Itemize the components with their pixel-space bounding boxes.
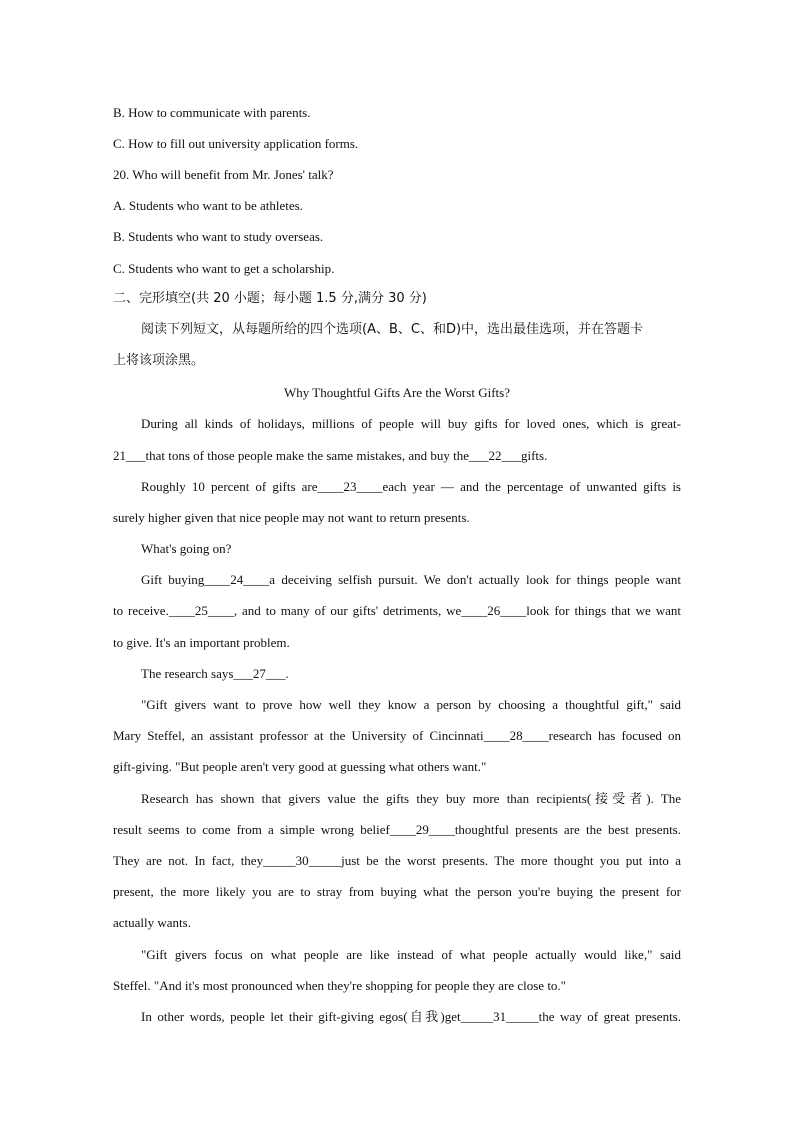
passage-line: They are not. In fact, they_____30_____just be the worst presents. The more thought you put into a	[113, 853, 681, 868]
passage-line: result seems to come from a simple wrong belief____29____thoughtful presents are the best presents.	[113, 822, 681, 837]
passage-line: Research has shown that givers value the gifts they buy more than recipients(接受者). The	[141, 791, 681, 806]
instruction-line-1: 阅读下列短文，从每题所给的四个选项(A、B、C、和D)中，选出最佳选项，并在答题卡	[141, 322, 644, 337]
passage-line: "Gift givers focus on what people are like instead of what people actually would like," said	[141, 947, 681, 962]
passage-line: actually wants.	[113, 915, 191, 930]
passage-line: Roughly 10 percent of gifts are____23____each year — and the percentage of unwanted gifts is	[141, 479, 681, 494]
passage-line: Steffel. "And it's most pronounced when they're shopping for people they are close to."	[113, 978, 566, 993]
question-20: 20. Who will benefit from Mr. Jones' talk?	[113, 167, 334, 182]
passage-line: "Gift givers want to prove how well they know a person by choosing a thoughtful gift," said	[141, 697, 681, 712]
instruction-line-2: 上将该项涂黑。	[113, 353, 205, 368]
option-19c: C. How to fill out university application forms.	[113, 136, 359, 151]
passage-line: surely higher given that nice people may not want to return presents.	[113, 510, 470, 525]
passage-line: The research says___27___.	[141, 666, 289, 681]
section-heading: 二、完形填空(共 20 小题；每小题 1.5 分,满分 30 分)	[113, 291, 427, 306]
passage-line: In other words, people let their gift-giving egos(自我)get_____31_____the way of great presents.	[141, 1009, 681, 1024]
option-20c: C. Students who want to get a scholarship.	[113, 261, 335, 276]
passage-line: to receive.____25____, and to many of our gifts' detriments, we____26____look for things that we want	[113, 603, 681, 618]
passage-line: Gift buying____24____a deceiving selfish pursuit. We don't actually look for things people want	[141, 572, 681, 587]
passage-line: 21___that tons of those people make the same mistakes, and buy the___22___gifts.	[113, 448, 548, 463]
passage-line: present, the more likely you are to stray from buying what the person you're buying the present for	[113, 884, 681, 899]
passage-line: Mary Steffel, an assistant professor at the University of Cincinnati____28____research has focused on	[113, 728, 681, 743]
passage-line: What's going on?	[141, 541, 232, 556]
passage-line: During all kinds of holidays, millions of people will buy gifts for loved ones, which is great-	[141, 416, 681, 431]
option-20b: B. Students who want to study overseas.	[113, 229, 324, 244]
option-20a: A. Students who want to be athletes.	[113, 198, 303, 213]
passage-title: Why Thoughtful Gifts Are the Worst Gifts?	[284, 385, 510, 400]
passage-line: to give. It's an important problem.	[113, 635, 290, 650]
option-19b: B. How to communicate with parents.	[113, 105, 311, 120]
passage-line: gift-giving. "But people aren't very good at guessing what others want."	[113, 759, 487, 774]
